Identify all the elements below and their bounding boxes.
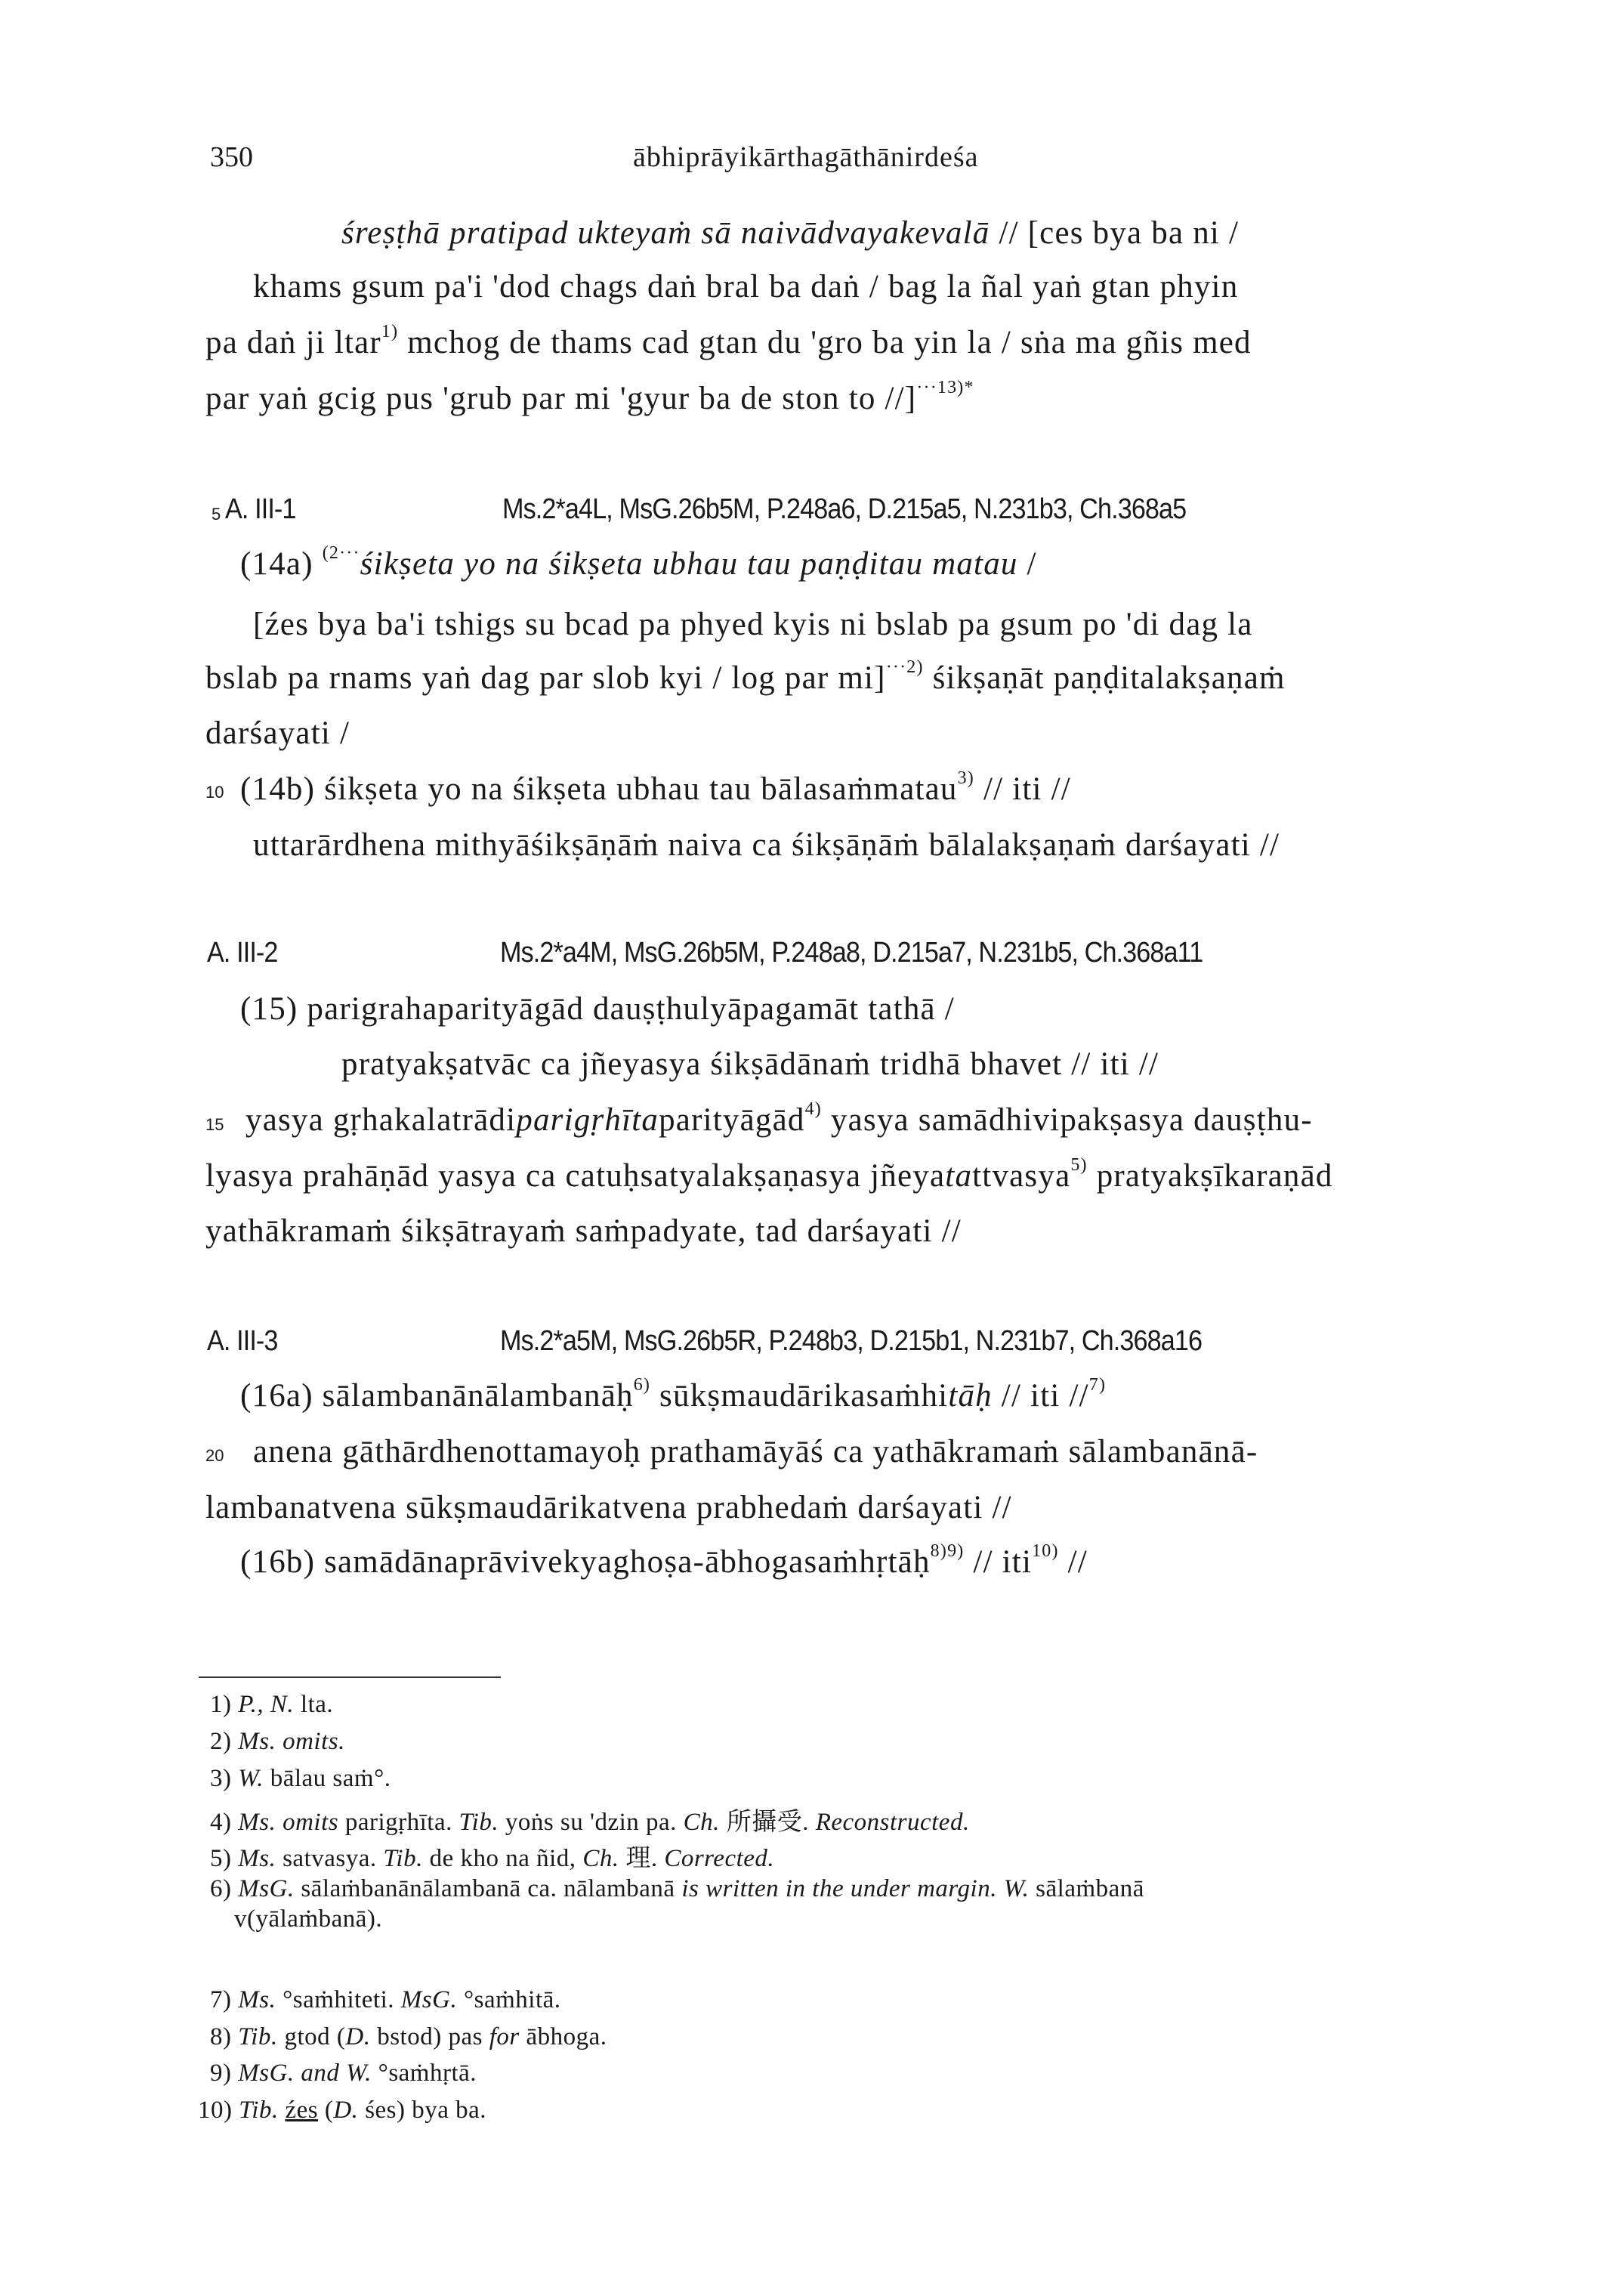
intro-line-3: pa daṅ ji ltar$^{1)}$ mchog de thams cad gtan du 'gro ba yin la / sṅa ma gñis med: [205, 321, 1252, 360]
section-refs: Ms.2*a5M, MsG.26b5R, P.248b3, D.215b1, N.231b7, Ch.368a16: [500, 1325, 1203, 1357]
footnote-text: Ms.: [238, 1845, 276, 1872]
footnote-text: Ms. omits.: [238, 1728, 345, 1755]
text-line: lambanatvena sūkṣmaudārikatvena prabhedaṁ darśayati //: [205, 1490, 1012, 1525]
page-number: 350: [210, 141, 253, 173]
footnote: [210, 1765, 391, 1793]
footnote-text: Ms.: [238, 1986, 276, 2013]
footnote: [210, 1875, 1144, 1903]
footnote-number: 4): [210, 1809, 239, 1836]
footnote: [198, 2097, 486, 2124]
footnote-text: Tib.: [383, 1845, 423, 1872]
footnote-text: P., N.: [238, 1691, 295, 1718]
section-label: A. III-1: [225, 493, 296, 525]
footnote-text: gtod (: [277, 2023, 346, 2050]
footnote-text: satvasya.: [276, 1845, 384, 1872]
footnote-text: parigṛhīta.: [338, 1809, 459, 1836]
footnote-number: 5): [210, 1845, 239, 1872]
footnote-text: [997, 1875, 1004, 1902]
footnote: [210, 1802, 970, 1837]
footnote-text: śes) bya ba.: [358, 2097, 487, 2124]
footnote-text: Reconstructed.: [815, 1809, 970, 1836]
footnote: [210, 1728, 345, 1756]
footnote-text: W.: [238, 1765, 264, 1792]
footnote-text: is written in the under margin.: [681, 1875, 997, 1902]
footnote-text: de kho na ñid,: [422, 1845, 583, 1872]
footnote-number: 7): [210, 1986, 239, 2013]
text-line: [źes bya ba'i tshigs su bcad pa phyed kyis ni bslab pa gsum po 'di dag la: [253, 607, 1253, 642]
footnote-text: sālaṁbanā: [1029, 1875, 1144, 1902]
footnote-text: for: [489, 2023, 520, 2050]
line-number: 15: [205, 1115, 224, 1134]
footnote-text: Ch.: [582, 1845, 619, 1872]
footnote-text: Corrected.: [664, 1845, 775, 1872]
line-number: 10: [205, 783, 224, 802]
section-label: A. III-3: [207, 1325, 278, 1357]
footnote: [210, 1986, 561, 2014]
verse-line: pratyakṣatvāc ca jñeyasya śikṣādānaṁ tridhā bhavet // iti //: [341, 1046, 1159, 1082]
footnote-number: 9): [210, 2060, 239, 2087]
running-title: ābhiprāyikārthagāthānirdeśa: [633, 141, 979, 173]
footnote-number: 1): [210, 1691, 239, 1718]
footnote-text: (: [318, 2097, 334, 2124]
footnote-text: sālaṁbanānālambanā ca. nālambanā: [294, 1875, 682, 1902]
footnote-text: bstod) pas: [370, 2023, 489, 2050]
text-line: yathākramaṁ śikṣātrayaṁ saṁpadyate, tad darśayati //: [205, 1213, 962, 1249]
section-refs: Ms.2*a4L, MsG.26b5M, P.248a6, D.215a5, N.231b3, Ch.368a5: [502, 493, 1187, 525]
text-line: lyasya prahāṇād yasya ca catuḥsatyalakṣaṇasya jñeyatattvasya$^{5)}$ pratyakṣīkaraṇād: [205, 1154, 1333, 1194]
footnote-text: 所攝受.: [719, 1809, 816, 1836]
footnote-text: MsG.: [400, 1986, 458, 2013]
footnote-text: D.: [345, 2023, 371, 2050]
footnote-text: °saṁhṛtā.: [371, 2060, 477, 2087]
footnote-text: Ch.: [683, 1809, 720, 1836]
footnote-text: ābhoga.: [519, 2023, 607, 2050]
footnote-text: Tib.: [458, 1809, 499, 1836]
footnote-text: °saṁhitā.: [457, 1986, 561, 2013]
footnote-text: MsG.: [238, 1875, 295, 1902]
verse-line: (16b) samādānaprāvivekyaghoṣa-ābhogasaṁhṛtāḥ$^{8)9)}$ // iti$^{10)}$ //: [240, 1540, 1088, 1580]
verse-line: (14b) śikṣeta yo na śikṣeta ubhau tau bālasaṁmatau$^{3)}$ // iti //: [240, 768, 1071, 807]
footnote-text: D.: [333, 2097, 359, 2124]
footnote-text: źes: [285, 2097, 319, 2124]
verse-line: (16a) sālambanānālambanāḥ$^{6)}$ sūkṣmaudārikasaṁhitāḥ // iti //$^{7)}$: [240, 1374, 1107, 1414]
footnote-text: W.: [1003, 1875, 1030, 1902]
text-line: uttarārdhena mithyāśikṣāṇāṁ naiva ca śikṣāṇāṁ bālalakṣaṇaṁ darśayati //: [253, 827, 1280, 863]
intro-line-1: śreṣṭhā pratipad ukteyaṁ sā naivādvayakevalā // [ces bya ba ni /: [341, 215, 1240, 251]
footnote-rule: [199, 1676, 501, 1678]
footnote-number: 8): [210, 2023, 239, 2050]
text-line: yasya gṛhakalatrādiparigṛhītaparityāgād$^{4)}$ yasya samādhivipakṣasya dauṣṭhu-: [245, 1099, 1313, 1138]
footnote-text: MsG. and W.: [238, 2060, 372, 2087]
line-number: 20: [205, 1446, 224, 1465]
intro-line-2: khams gsum pa'i 'dod chags daṅ bral ba daṅ / bag la ñal yaṅ gtan phyin: [253, 269, 1239, 304]
footnote-text: lta.: [294, 1691, 334, 1718]
footnote: [210, 1691, 333, 1719]
footnote-text: 理.: [619, 1845, 665, 1872]
footnote-text: Ms. omits: [238, 1809, 339, 1836]
section-refs: Ms.2*a4M, MsG.26b5M, P.248a8, D.215a7, N.231b5, Ch.368a11: [500, 937, 1203, 969]
footnote-number: 3): [210, 1765, 239, 1792]
footnote-text: bālau saṁ°.: [263, 1765, 391, 1792]
footnote: [210, 2023, 607, 2051]
footnote-text: °saṁhiteti.: [276, 1986, 401, 2013]
text-line: bslab pa rnams yaṅ dag par slob kyi / log par mi]$^{\cdot\cdot\cdot 2)}$ śikṣaṇāt paṇḍitalakṣaṇaṁ: [205, 657, 1286, 696]
footnote-number: 2): [210, 1728, 239, 1755]
section-label: A. III-2: [207, 937, 278, 969]
footnote-text: Tib.: [238, 2023, 278, 2050]
text-line: anena gāthārdhenottamayoḥ prathamāyāś ca yathākramaṁ sālambanānā-: [253, 1434, 1258, 1469]
text-line: darśayati /: [205, 715, 350, 751]
intro-line-4: par yaṅ gcig pus 'grub par mi 'gyur ba de ston to //]$^{\cdot\cdot\cdot 13)*}$: [205, 377, 974, 416]
footnote-number: 6): [210, 1875, 239, 1902]
verse-line: (14a) $^{(2\cdot\cdot\cdot}$śikṣeta yo na śikṣeta ubhau tau paṇḍitau matau /: [240, 542, 1037, 582]
verse-line: (15) parigrahaparityāgād dauṣṭhulyāpagamāt tathā /: [240, 991, 955, 1027]
footnote-continuation: v(yālaṁbanā).: [234, 1905, 383, 1933]
footnote: [210, 1838, 774, 1874]
footnote-number: 10): [198, 2097, 239, 2124]
footnote: [210, 2060, 477, 2087]
footnote-text: Tib.: [239, 2097, 279, 2124]
footnote-text: yoṅs su 'dzin pa.: [499, 1809, 684, 1836]
line-number: 5: [211, 505, 221, 524]
